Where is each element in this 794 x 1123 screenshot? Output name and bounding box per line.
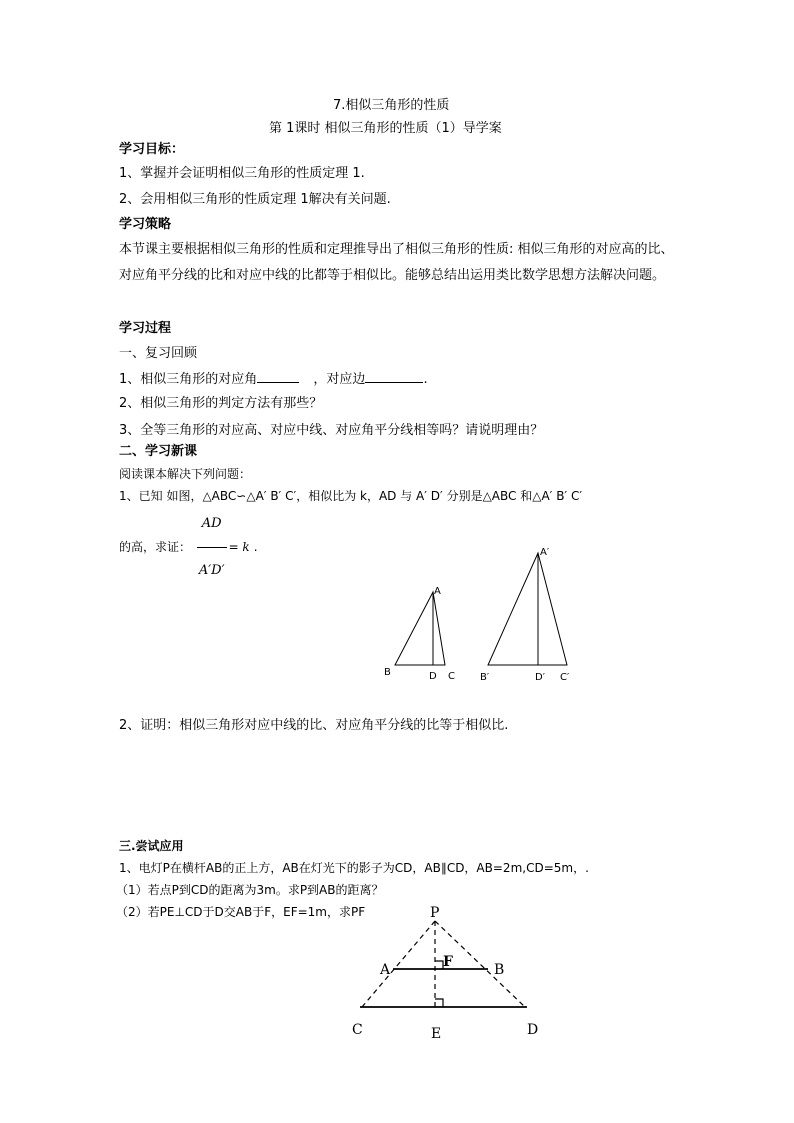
review-q1-text-b: ，对应边 xyxy=(313,372,366,387)
page-subtitle: 第 1课时 相似三角形的性质（1）导学案 xyxy=(269,121,502,136)
strategy-body: 本节课主要根据相似三角形的性质和定理推导出了相似三角形的性质: 相似三角形的对应高的比、对应角平分线的比和对应中线的比都等于相似比。能够总结出运用类比数学思想方法解决问题。 xyxy=(119,242,674,283)
problem-2: 2、证明：相似三角形对应中线的比、对应角平分线的比等于相似比. xyxy=(119,718,509,733)
goals-heading: 学习目标： xyxy=(119,142,185,157)
review-q3: 3、全等三角形的对应高、对应中线、对应角平分线相等吗？请说明理由？ xyxy=(119,423,544,438)
right-angle-f xyxy=(435,961,443,969)
label-p: P xyxy=(430,905,440,921)
application-sub2: （2）若PE⊥CD于D交AB于F，EF=1m，求PF xyxy=(116,905,366,919)
fraction-denominator: A′D′ xyxy=(198,563,225,578)
label-c-prime: C′ xyxy=(560,672,570,683)
label-a2: A xyxy=(380,962,391,978)
fraction-rhs: = k xyxy=(228,540,250,554)
label-d-prime: D′ xyxy=(535,672,545,683)
strategy-heading: 学习策略 xyxy=(119,217,172,232)
label-f: F xyxy=(443,954,453,970)
review-q2: 2、相似三角形的判定方法有那些？ xyxy=(119,396,323,411)
label-b-prime: B′ xyxy=(480,672,490,683)
problem-1-line-1: 1、已知 如图，△ABC∽△A′ B′ C′，相似比为 k，AD 与 A′ D′ 分别是△ABC 和△A′ B′ C′ xyxy=(119,489,583,503)
label-a-prime: A′ xyxy=(540,547,550,558)
problem-1-prove-label: 的高，求证： xyxy=(119,540,192,554)
review-q1-text-c: . xyxy=(423,372,428,387)
label-c2: C xyxy=(352,1022,363,1038)
review-q1-text-a: 1、相似三角形的对应角 xyxy=(119,372,258,387)
right-angle-e xyxy=(435,999,443,1007)
label-b2: B xyxy=(494,962,505,978)
label-d2: D xyxy=(527,1022,539,1038)
application-p1: 1、电灯P在横杆AB的正上方，AB在灯光下的影子为CD，AB∥CD，AB=2m,CD=5m，. xyxy=(119,861,589,875)
new-lesson-intro: 阅读课本解决下列问题： xyxy=(119,467,252,481)
problem-1-end: . xyxy=(253,540,258,554)
process-heading: 学习过程 xyxy=(119,321,172,336)
label-d: D xyxy=(429,671,437,682)
label-c: C xyxy=(448,671,455,682)
label-e: E xyxy=(431,1026,442,1042)
new-lesson-heading: 二、学习新课 xyxy=(119,444,198,459)
label-a: A xyxy=(434,586,441,597)
goal-item-1: 1、掌握并会证明相似三角形的性质定理 1. xyxy=(119,166,365,181)
light-ray-left xyxy=(362,921,435,1007)
fraction-numerator: AD xyxy=(197,502,227,548)
page-title: 7.相似三角形的性质 xyxy=(333,98,450,113)
goal-item-2: 2、会用相似三角形的性质定理 1解决有关问题. xyxy=(119,192,391,207)
application-sub1: （1）若点P到CD的距离为3m。求P到AB的距离？ xyxy=(116,883,384,897)
application-heading: 三.尝试应用 xyxy=(119,839,184,853)
review-heading: 一、复习回顾 xyxy=(119,346,198,361)
label-b: B xyxy=(384,667,391,678)
